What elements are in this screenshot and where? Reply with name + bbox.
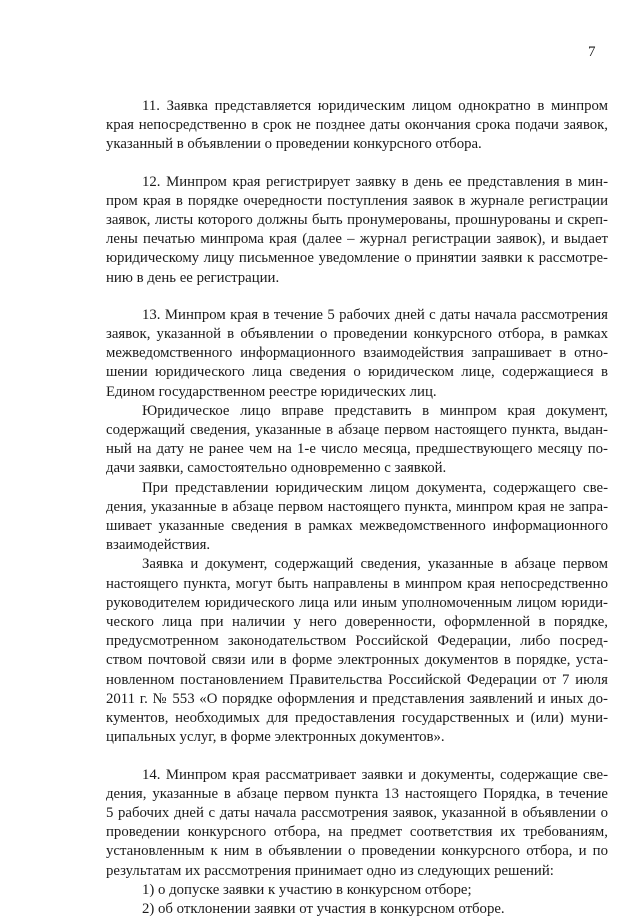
- text-line: пром края в порядке очередности поступления заявок в журнале регистрации: [106, 192, 608, 209]
- text-line: содержащий сведения, указанные в абзаце первом настоящего пункта, выдан-: [106, 422, 608, 439]
- text-line: При представлении юридическим лицом документа, содержащего све-: [142, 479, 608, 496]
- text-line: 13. Минпром края в течение 5 рабочих дней с даты начала рассмотрения: [142, 306, 608, 323]
- text-line: 2) об отклонении заявки от участия в конкурсном отборе.: [142, 900, 505, 917]
- text-line: ный на дату не ранее чем на 1-е число месяца, предшествующего месяцу по-: [106, 441, 608, 458]
- document-body: [106, 97, 608, 919]
- text-line: заявок, листы которого должны быть пронумерованы, прошнурованы и скреп-: [106, 212, 608, 229]
- paragraph-13-part-3: [106, 479, 608, 556]
- text-line: шивает указанные сведения в рамках межведомственного информационного: [106, 518, 608, 535]
- text-line: проведении конкурсного отбора, на предмет соответствия их требованиям,: [106, 824, 608, 841]
- text-line: Юридическое лицо вправе представить в минпром края документ,: [142, 402, 608, 419]
- list-item-2: [106, 900, 608, 919]
- paragraph-12: [106, 173, 608, 288]
- text-line: нию в день ее регистрации.: [106, 269, 280, 286]
- text-line: 5 рабочих дней с даты начала рассмотрения заявок, указанной в объявлении о: [106, 804, 608, 821]
- text-line: ством почтовой связи или в форме электронных документов в порядке, уста-: [106, 652, 608, 669]
- text-line: дения, указанные в абзаце первом настоящего пункта, минпром края не запра-: [106, 498, 608, 515]
- paragraph-13-part-4: [106, 555, 608, 747]
- text-line: дачи заявки, самостоятельно одновременно с заявкой.: [106, 460, 447, 477]
- paragraph-13-part-2: [106, 402, 608, 479]
- text-line: взаимодействия.: [106, 537, 211, 554]
- text-line: ческого лица при наличии у него доверенности, оформленной в порядке,: [106, 614, 608, 631]
- page-number: 7: [588, 44, 596, 60]
- text-line: 14. Минпром края рассматривает заявки и документы, содержащие све-: [142, 766, 608, 783]
- text-line: результатам их рассмотрения принимает одно из следующих решений:: [106, 862, 554, 879]
- text-line: шении юридического лица сведения о юридическом лице, содержащиеся в: [106, 364, 608, 381]
- text-line: края непосредственно в срок не позднее даты окончания срока подачи заявок,: [106, 117, 608, 134]
- text-line: дения, указанные в абзаце первом пункта 13 настоящего Порядка, в течение: [106, 785, 608, 802]
- text-line: предусмотренном законодательством Российской Федерации, либо посред-: [106, 633, 608, 650]
- text-line: 11. Заявка представляется юридическим лицом однократно в минпром: [142, 98, 608, 114]
- text-line: руководителем юридического лица или иным уполномоченным лицом юриди-: [106, 594, 608, 611]
- text-line: юридическому лицу письменное уведомление о принятии заявки к рассмотре-: [106, 250, 608, 267]
- paragraph-11: [106, 97, 608, 155]
- paragraph-14: [106, 766, 608, 881]
- text-line: Заявка и документ, содержащий сведения, указанные в абзаце первом: [142, 556, 608, 573]
- text-line: настоящего пункта, могут быть направлены в минпром края непосредственно: [106, 575, 608, 592]
- text-line: межведомственного информационного взаимодействия запрашивает в отно-: [106, 345, 608, 362]
- text-line: кументов, необходимых для предоставления государственных и (или) муни-: [106, 710, 608, 727]
- text-line: новленном постановлением Правительства Российской Федерации от 7 июля: [106, 671, 608, 688]
- list-item-1: [106, 881, 608, 900]
- text-line: Едином государственном реестре юридических лиц.: [106, 383, 437, 400]
- text-line: лены печатью минпрома края (далее – журнал регистрации заявок), и выдает: [106, 231, 608, 248]
- text-line: 1) о допуске заявки к участию в конкурсном отборе;: [142, 881, 472, 898]
- text-line: 12. Минпром края регистрирует заявку в день ее представления в мин-: [142, 173, 608, 190]
- text-line: установленным к ним в объявлении о проведении конкурсного отбора, и по: [106, 843, 608, 860]
- text-line: заявок, указанной в объявлении о проведении конкурсного отбора, в рамках: [106, 326, 608, 343]
- paragraph-13: [106, 306, 608, 402]
- text-line: указанный в объявлении о проведении конкурсного отбора.: [106, 136, 482, 153]
- text-line: ципальных услуг, в форме электронных документов».: [106, 729, 445, 746]
- text-line: 2011 г. № 553 «О порядке оформления и представления заявлений и иных до-: [106, 690, 608, 707]
